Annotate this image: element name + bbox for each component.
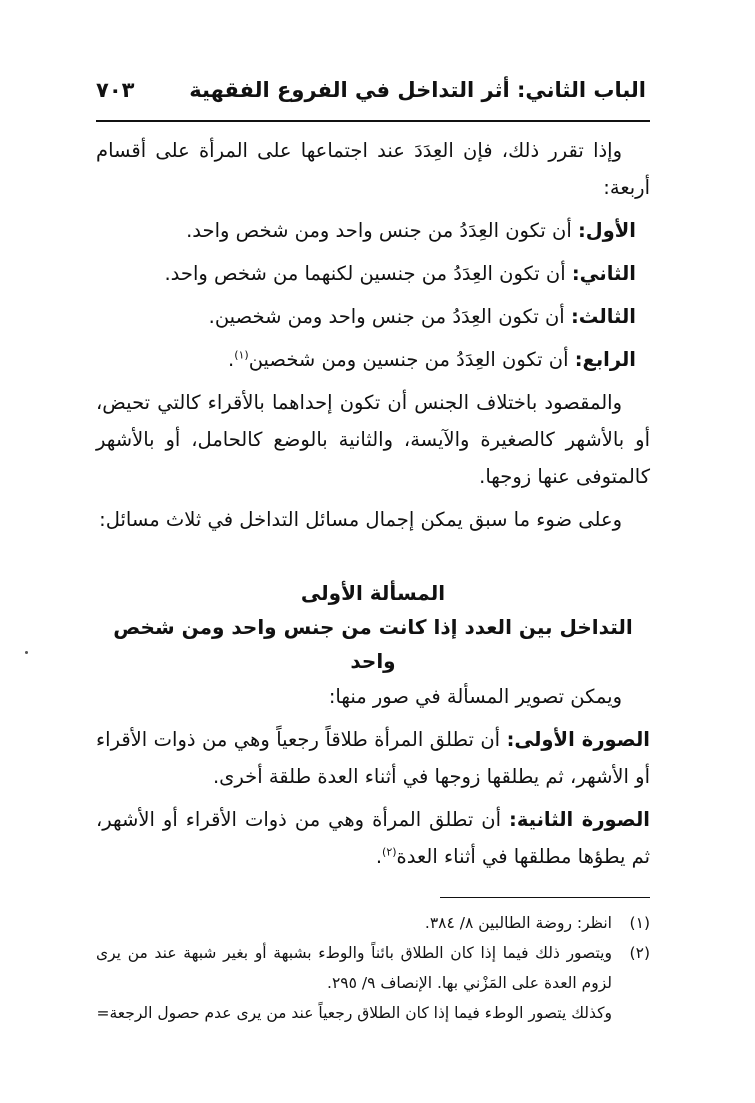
margin-speck xyxy=(25,651,28,654)
division-text: أن تكون العِدَدُ من جنسين ومن شخصين xyxy=(248,348,575,371)
footnote-text: ويتصور ذلك فيما إذا كان الطلاق بائناً والوطء بشبهة أو بغير شبهة عند من يرى لزوم العدة على المَزْني بها. الإنصاف ٩/ ٢٩٥. xyxy=(96,944,612,992)
paragraph-gender-difference: والمقصود باختلاف الجنس أن تكون إحداهما بالأقراء كالتي تحيض، أو بالأشهر كالصغيرة والآيسة، والثانية بالوضع كالحامل، أو بالأشهر كالمتوفى عنها زوجها. xyxy=(96,391,650,488)
division-label: الثالث: xyxy=(570,305,636,328)
footnote xyxy=(96,908,650,938)
division-text: أن تكون العِدَدُ من جنس واحد ومن شخص واحد. xyxy=(186,219,578,242)
paragraph-intro: وإذا تقرر ذلك، فإن العِدَدَ عند اجتماعها على المرأة على أقسام أربعة: xyxy=(96,139,650,199)
division-label: الثاني: xyxy=(571,262,636,285)
footnote-ref: (٢) xyxy=(382,845,397,859)
image-case xyxy=(96,801,650,875)
division-tail: . xyxy=(227,348,235,371)
divisions-list xyxy=(96,212,650,378)
division-item xyxy=(96,212,650,249)
footnote-number: (١) xyxy=(629,914,650,932)
body-text xyxy=(96,132,650,875)
division-text: أن تكون العِدَدُ من جنس واحد ومن شخصين. xyxy=(208,305,571,328)
division-item xyxy=(96,298,650,335)
division-label: الرابع: xyxy=(574,348,636,371)
book-page xyxy=(96,78,650,1028)
section-subtitle: التداخل بين العدد إذا كانت من جنس واحد ومن شخص واحد xyxy=(113,615,633,673)
footnote-number: (٢) xyxy=(629,944,650,962)
division-item xyxy=(96,255,650,292)
image-case-label: الصورة الأولى: xyxy=(506,728,650,751)
running-title: الباب الثاني: أثر التداخل في الفروع الفقهية xyxy=(189,78,646,102)
page-number: ٧٠٣ xyxy=(96,78,135,102)
footnote-continuation: وكذلك يتصور الوطء فيما إذا كان الطلاق رجعياً عند من يرى عدم حصول الرجعة= xyxy=(96,1004,612,1022)
paragraph-images-intro: ويمكن تصوير المسألة في صور منها: xyxy=(328,685,622,708)
division-text: أن تكون العِدَدُ من جنسين لكنهما من شخص واحد. xyxy=(164,262,572,285)
footnotes xyxy=(96,908,650,1028)
footnote-divider xyxy=(440,897,650,898)
section-title: المسألة الأولى xyxy=(300,581,446,605)
division-label: الأول: xyxy=(577,219,636,242)
image-case xyxy=(96,721,650,795)
footnote-text: انظر: روضة الطالبين ٨/ ٣٨٤. xyxy=(424,914,612,932)
division-item xyxy=(96,341,650,378)
running-header xyxy=(96,78,650,122)
image-case-text: أن تطلق المرأة وهي من ذوات الأقراء أو الأشهر، ثم يطؤها مطلقها في أثناء العدة xyxy=(96,808,650,868)
image-case-label: الصورة الثانية: xyxy=(509,808,650,831)
image-case-tail: . xyxy=(375,845,383,868)
footnote-ref: (١) xyxy=(234,348,249,362)
paragraph-summary: وعلى ضوء ما سبق يمكن إجمال مسائل التداخل في ثلاث مسائل: xyxy=(99,508,622,531)
image-case-text: أن تطلق المرأة طلاقاً رجعياً وهي من ذوات الأقراء أو الأشهر، ثم يطلقها زوجها في أثناء العدة طلقة أخرى. xyxy=(96,728,650,788)
footnote xyxy=(96,938,650,998)
